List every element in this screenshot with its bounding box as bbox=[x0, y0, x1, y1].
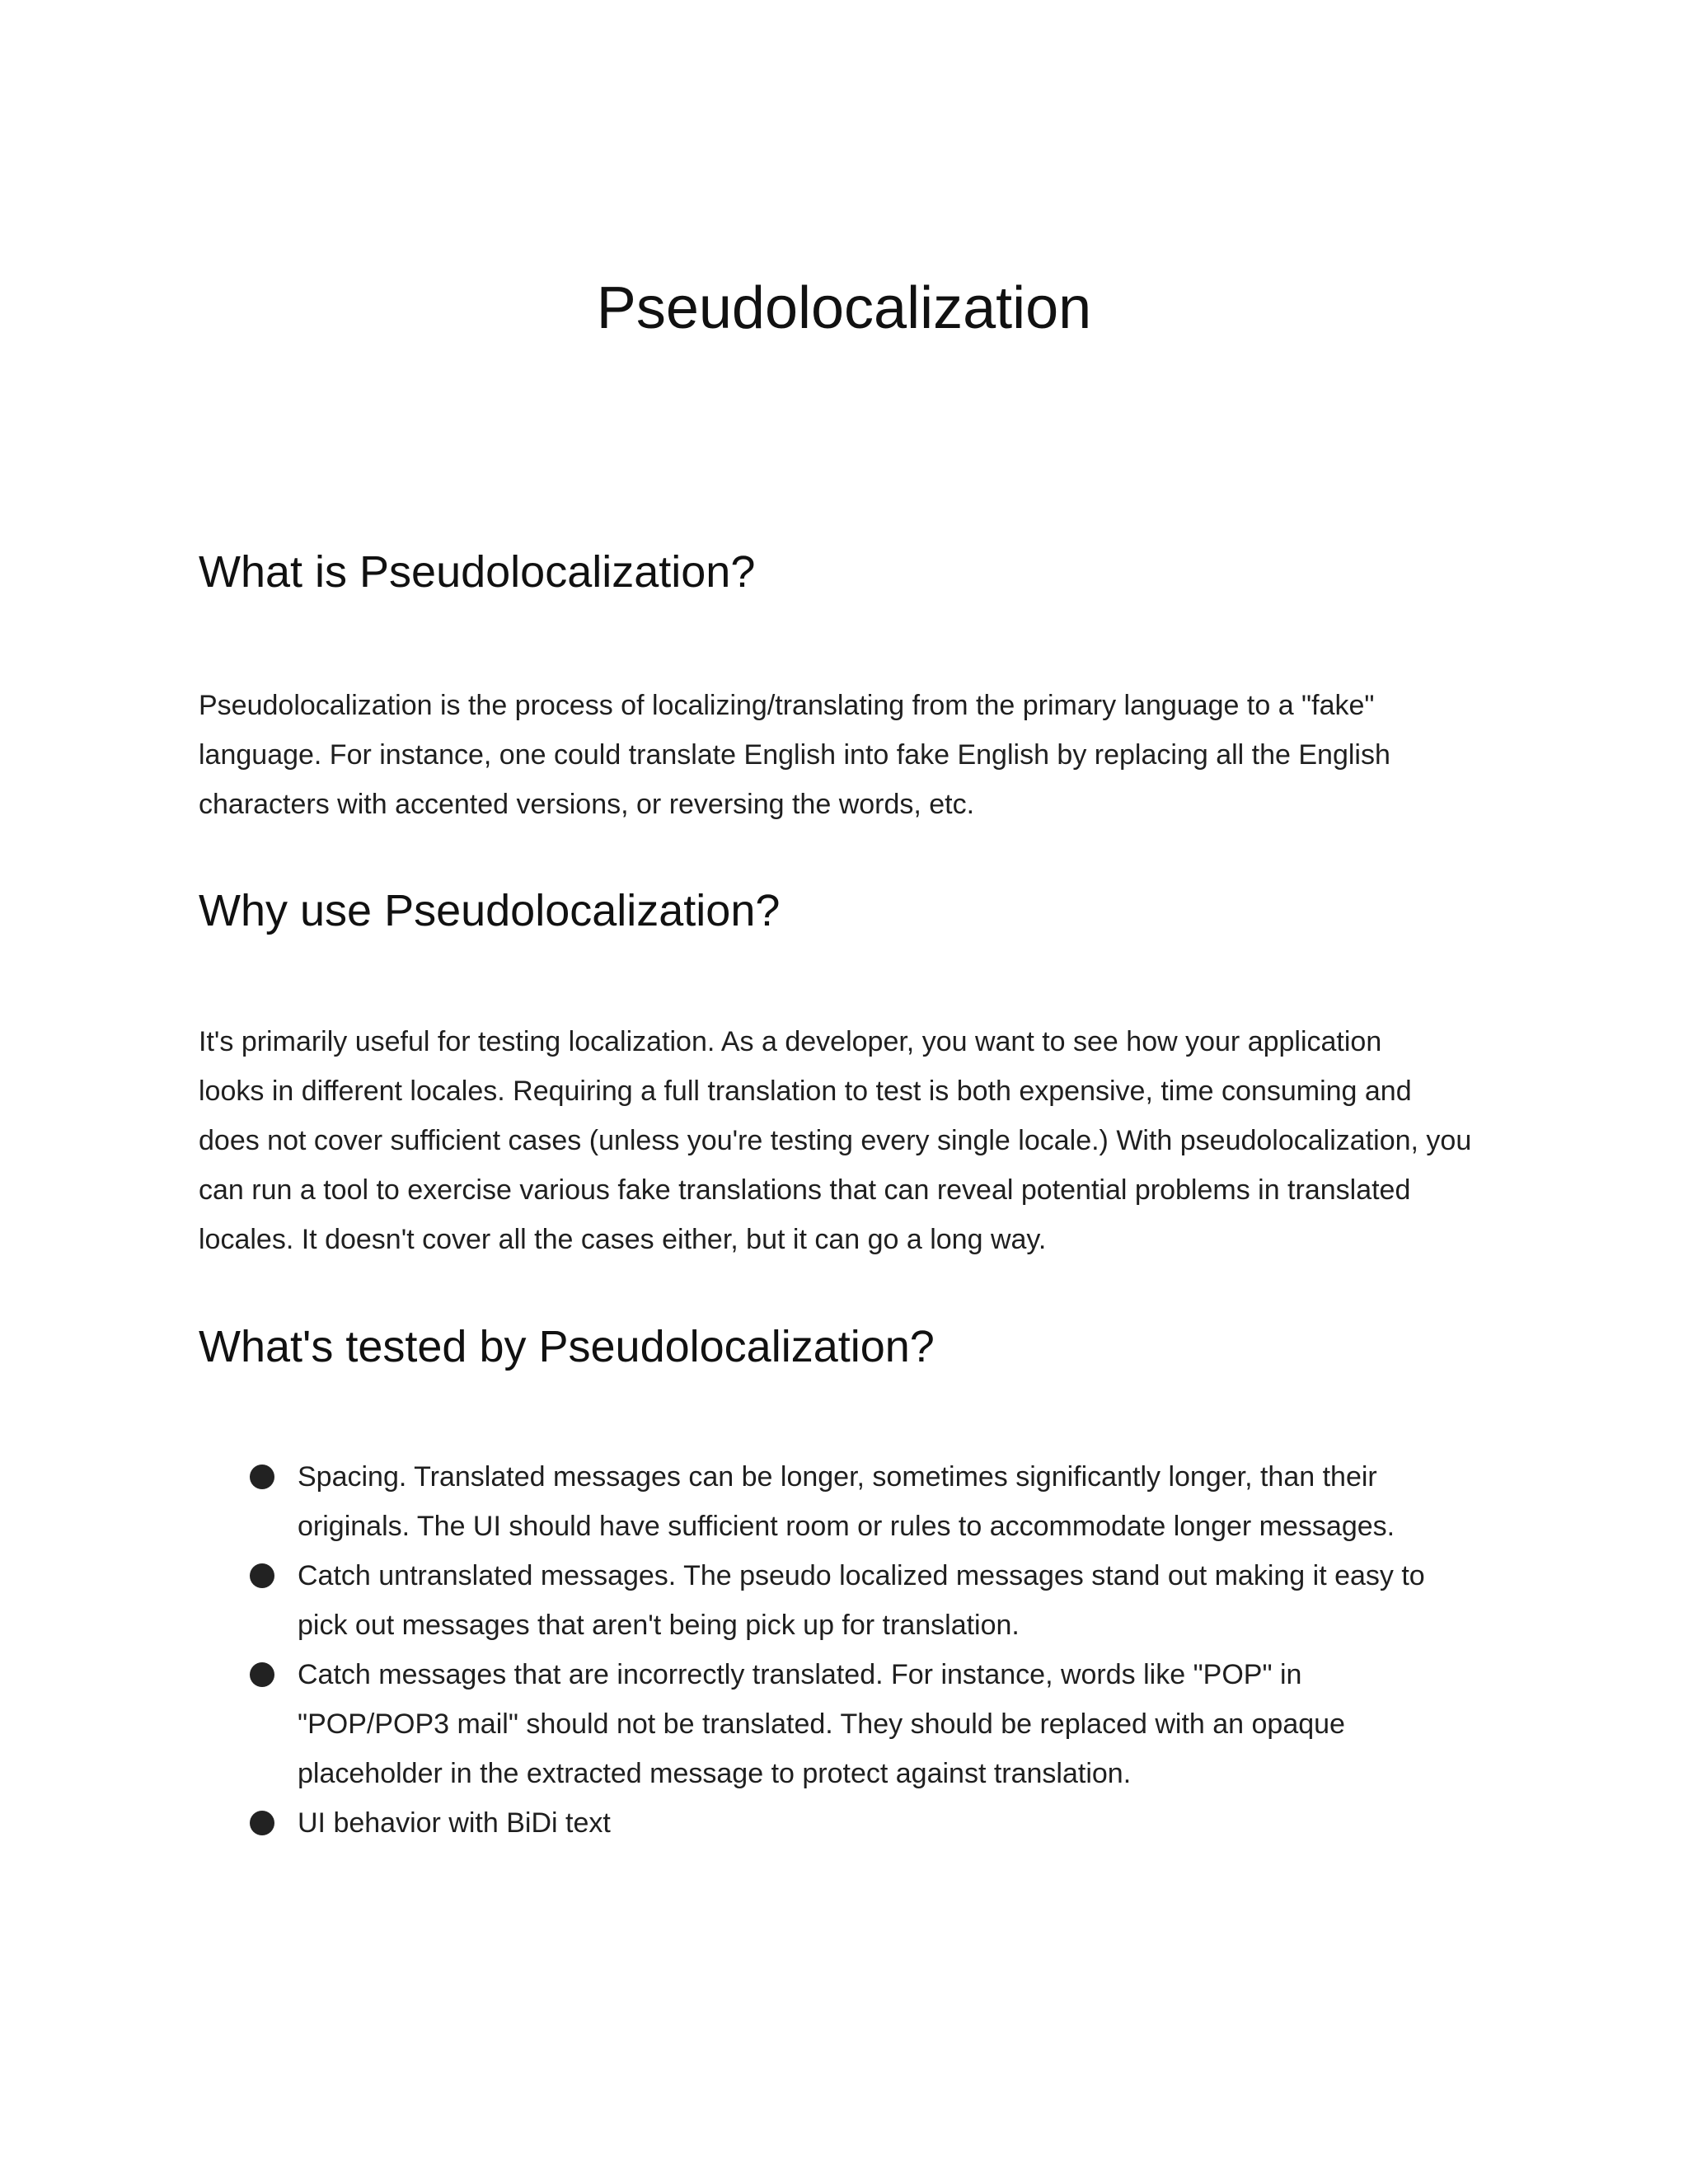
list-item-line: Catch messages that are incorrectly translated. For instance, words like "POP" in bbox=[298, 1659, 1302, 1690]
paragraph-line: Pseudolocalization is the process of localizing/translating from the primary language to a "fake" bbox=[199, 690, 1375, 721]
list-item bbox=[0, 1798, 1688, 1848]
bullet-icon bbox=[250, 1563, 274, 1588]
section-paragraph-why-use bbox=[199, 1017, 1517, 1264]
paragraph-line: characters with accented versions, or reversing the words, etc. bbox=[199, 789, 975, 820]
section-heading-what-is: What is Pseudolocalization? bbox=[199, 547, 756, 597]
paragraph-line: language. For instance, one could translate English into fake English by replacing all the English bbox=[199, 739, 1390, 771]
paragraph-line: locales. It doesn't cover all the cases either, but it can go a long way. bbox=[199, 1224, 1047, 1255]
paragraph-line: It's primarily useful for testing localization. As a developer, you want to see how your application bbox=[199, 1026, 1382, 1057]
list-item-line: Spacing. Translated messages can be longer, sometimes significantly longer, than their bbox=[298, 1461, 1377, 1493]
section-heading-whats-tested: What's tested by Pseudolocalization? bbox=[199, 1322, 935, 1371]
list-item bbox=[0, 1452, 1688, 1551]
list-item-line: Catch untranslated messages. The pseudo localized messages stand out making it easy to bbox=[298, 1560, 1425, 1591]
bullet-icon bbox=[250, 1811, 274, 1835]
section-paragraph-what-is bbox=[199, 681, 1517, 829]
list-item-line: "POP/POP3 mail" should not be translated. They should be replaced with an opaque bbox=[298, 1708, 1345, 1740]
list-item-line: UI behavior with BiDi text bbox=[298, 1807, 611, 1839]
paragraph-line: does not cover sufficient cases (unless you're testing every single locale.) With pseudolocalization, you bbox=[199, 1125, 1472, 1156]
list-item bbox=[0, 1650, 1688, 1798]
document-title: Pseudolocalization bbox=[596, 275, 1092, 341]
list-item bbox=[0, 1551, 1688, 1650]
section-heading-why-use: Why use Pseudolocalization? bbox=[199, 886, 781, 935]
list-item-line: originals. The UI should have sufficient room or rules to accommodate longer messages. bbox=[298, 1511, 1395, 1542]
bullet-icon bbox=[250, 1465, 274, 1489]
list-item-line: placeholder in the extracted message to protect against translation. bbox=[298, 1758, 1132, 1789]
tested-items-list bbox=[0, 1452, 1688, 1848]
paragraph-line: can run a tool to exercise various fake translations that can reveal potential problems in translated bbox=[199, 1174, 1411, 1206]
paragraph-line: looks in different locales. Requiring a full translation to test is both expensive, time consuming and bbox=[199, 1076, 1412, 1107]
bullet-icon bbox=[250, 1662, 274, 1687]
list-item-line: pick out messages that aren't being pick up for translation. bbox=[298, 1610, 1020, 1641]
